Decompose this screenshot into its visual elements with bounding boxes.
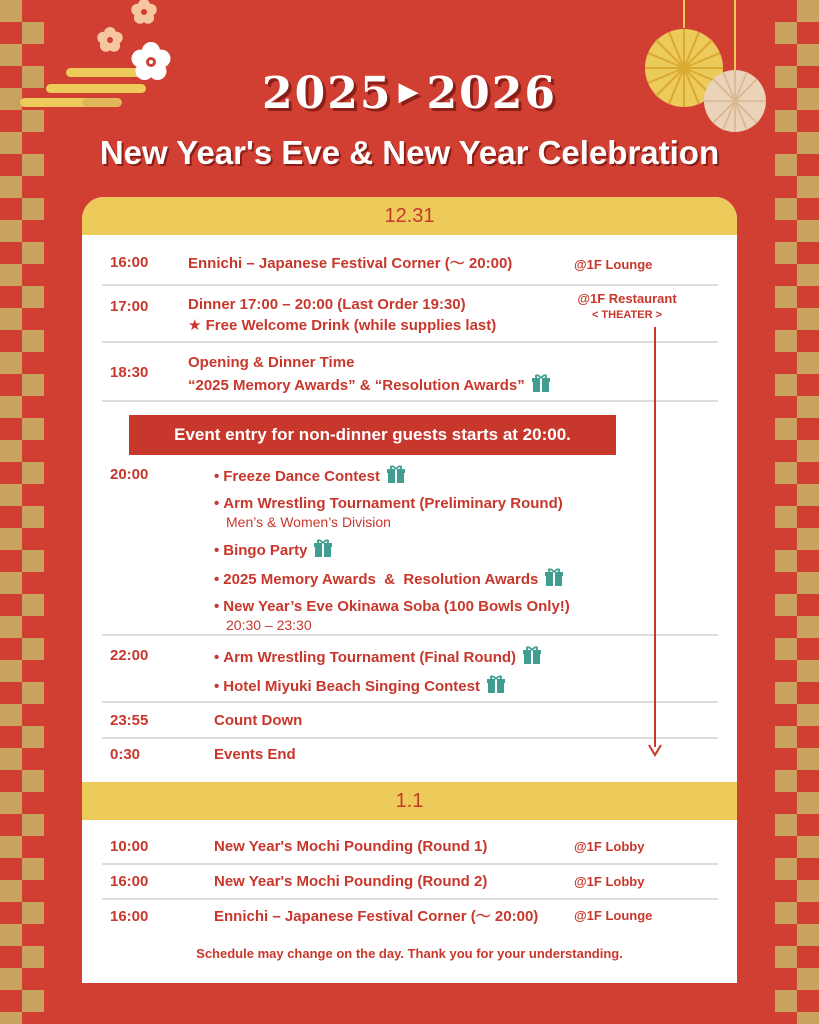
event-label: [188, 294, 496, 336]
time-label: 0:30: [110, 746, 141, 763]
row-divider: [102, 341, 718, 343]
event-line: “2025 Memory Awards” & “Resolution Awards”: [188, 377, 525, 394]
time-label: 20:00: [110, 466, 149, 483]
list-item: [214, 464, 406, 487]
time-label: 16:00: [110, 908, 149, 925]
play-arrow-icon: ▶: [398, 77, 421, 107]
time-label: 16:00: [110, 254, 149, 271]
year-from: 2025: [262, 68, 393, 119]
gift-icon: [486, 674, 506, 694]
time-label: 10:00: [110, 838, 149, 855]
time-label: 17:00: [110, 298, 149, 315]
list-item-label: Hotel Miyuki Beach Singing Contest: [223, 678, 480, 695]
gift-icon: [544, 567, 564, 587]
year-heading: [0, 68, 819, 119]
gift-icon: [522, 645, 542, 665]
row-divider: [102, 284, 718, 286]
schedule-card: [82, 197, 737, 983]
list-item: [214, 567, 564, 590]
row-divider: [102, 898, 718, 900]
list-item-label: Arm Wrestling Tournament (Preliminary Round): [223, 495, 563, 512]
event-line: Dinner 17:00 – 20:00 (Last Order 19:30): [188, 296, 466, 313]
list-item-sub: 20:30 – 23:30: [226, 617, 312, 633]
event-line: ★ Free Welcome Drink (while supplies last): [188, 317, 497, 334]
event-label: New Year's Mochi Pounding (Round 1): [214, 838, 488, 855]
venue-label: @1F Lobby: [574, 874, 645, 889]
bullet: •: [214, 495, 220, 512]
time-label: 16:00: [110, 873, 149, 890]
list-item: [214, 645, 542, 668]
date-bar-dec31: 12.31: [82, 197, 737, 235]
bullet: •: [214, 571, 220, 588]
gift-icon: [313, 538, 333, 558]
list-item-label: New Year’s Eve Okinawa Soba (100 Bowls Only!): [223, 598, 570, 615]
page-title: New Year's Eve & New Year Celebration: [99, 134, 720, 171]
bullet: •: [214, 542, 220, 559]
list-item-label: Arm Wrestling Tournament (Final Round): [223, 649, 517, 666]
timeline-arrow: [648, 327, 662, 757]
row-divider: [102, 863, 718, 865]
venue-label: @1F Lounge: [574, 257, 653, 272]
list-item-label: Bingo Party: [223, 542, 308, 559]
gift-icon: [531, 373, 551, 393]
event-label: Ennichi – Japanese Festival Corner (〜 20:00): [214, 908, 539, 925]
event-label: [188, 352, 551, 396]
venue-label: @1F Lounge: [574, 908, 653, 923]
row-divider: [102, 400, 718, 402]
event-label: New Year's Mochi Pounding (Round 2): [214, 873, 488, 890]
row-divider: [102, 737, 718, 739]
list-item: [214, 538, 333, 561]
venue-line: @1F Restaurant: [577, 291, 677, 306]
list-item: [214, 596, 570, 634]
list-item-label: Freeze Dance Contest: [223, 468, 380, 485]
time-label: 23:55: [110, 712, 149, 729]
list-item: [214, 674, 506, 697]
date-bar-jan1: 1.1: [82, 782, 737, 820]
time-label: 18:30: [110, 364, 149, 381]
gift-icon: [386, 464, 406, 484]
event-label: Count Down: [214, 712, 303, 729]
time-label: 22:00: [110, 647, 149, 664]
venue-subline: < THEATER >: [591, 309, 663, 321]
list-item: [214, 493, 563, 531]
row-divider: [102, 634, 718, 636]
year-to: 2026: [426, 68, 557, 119]
schedule-footnote: Schedule may change on the day. Thank you for your understanding.: [196, 946, 623, 961]
list-item-label: 2025 Memory Awards & Resolution Awards: [223, 571, 539, 588]
bullet: •: [214, 678, 220, 695]
event-label: Events End: [214, 746, 296, 763]
bullet: •: [214, 649, 220, 666]
notice-banner: Event entry for non-dinner guests starts at 20:00.: [129, 415, 616, 455]
event-line: Opening & Dinner Time: [188, 354, 355, 371]
venue-label: [568, 291, 686, 323]
event-label: Ennichi – Japanese Festival Corner (〜 20:00): [188, 255, 513, 272]
row-divider: [102, 701, 718, 703]
bullet: •: [214, 598, 220, 615]
venue-label: @1F Lobby: [574, 839, 645, 854]
bullet: •: [214, 468, 220, 485]
list-item-sub: Men’s & Women’s Division: [226, 514, 391, 530]
